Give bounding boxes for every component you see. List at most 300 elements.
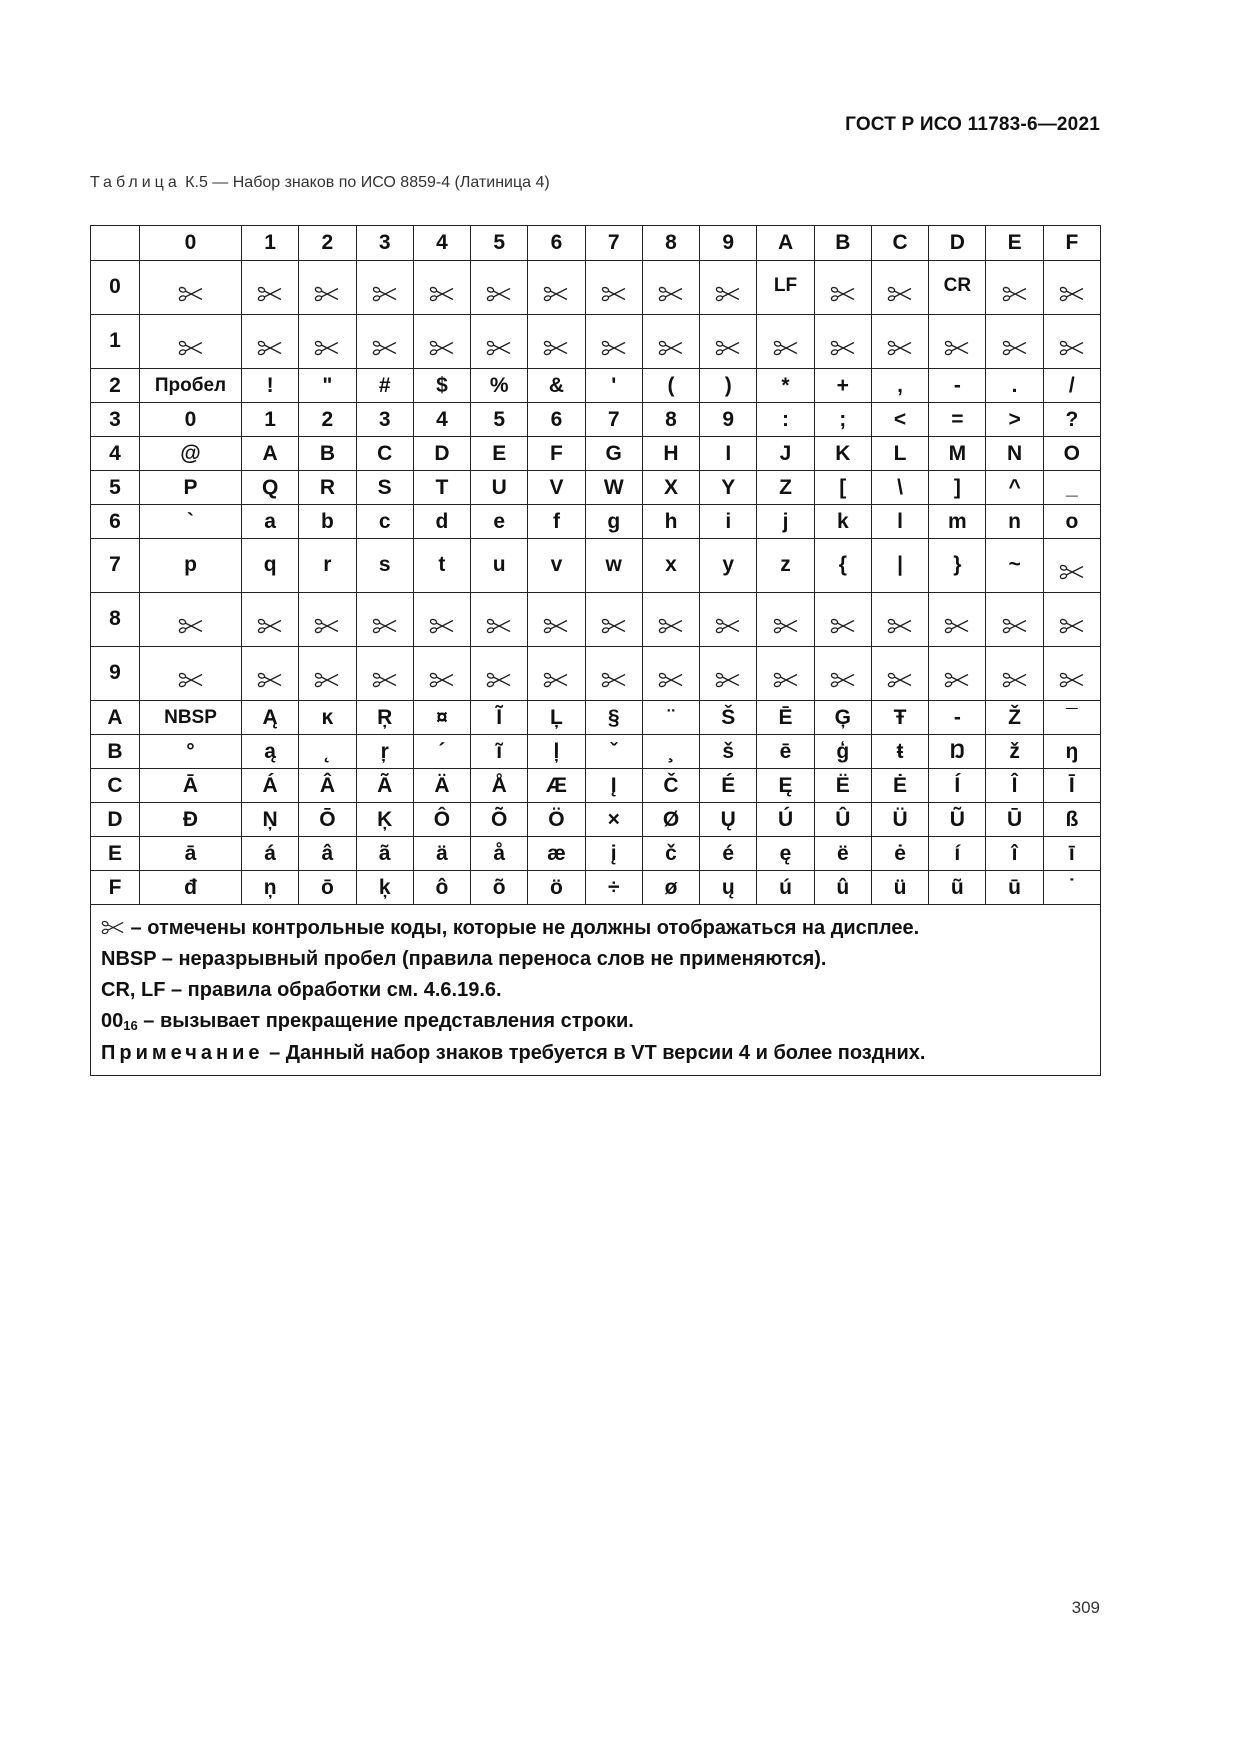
scissors-icon — [1059, 672, 1085, 688]
control-code-cell — [642, 261, 699, 315]
row-header: 7 — [91, 539, 140, 593]
row-header: 5 — [91, 471, 140, 505]
control-code-cell — [642, 593, 699, 647]
charset-table — [90, 225, 1101, 1076]
note-remark-label: Примечание — [101, 1042, 264, 1064]
char-cell: w — [585, 539, 642, 593]
scissors-icon — [887, 672, 913, 688]
header-row — [91, 226, 1101, 261]
char-cell: # — [356, 369, 413, 403]
row-header: 2 — [91, 369, 140, 403]
char-cell: I — [700, 437, 757, 471]
column-header: 4 — [413, 226, 470, 261]
control-code-cell — [700, 647, 757, 701]
char-cell: Ø — [642, 803, 699, 837]
control-code-cell — [585, 315, 642, 369]
char-cell: a — [242, 505, 299, 539]
char-cell: å — [471, 837, 528, 871]
note-remark-text: – Данный набор знаков требуется в VT версии 4 и более поздних. — [263, 1042, 926, 1064]
char-cell: r — [299, 539, 356, 593]
char-cell: X — [642, 471, 699, 505]
char-cell: Â — [299, 769, 356, 803]
column-header: 0 — [140, 226, 242, 261]
char-cell: Z — [757, 471, 814, 505]
row-header: 4 — [91, 437, 140, 471]
scissors-icon — [372, 672, 398, 688]
char-cell: K — [814, 437, 871, 471]
control-code-cell — [1043, 261, 1100, 315]
char-cell: s — [356, 539, 413, 593]
scissors-icon — [1059, 564, 1085, 580]
char-cell: ō — [299, 871, 356, 905]
row-header: 0 — [91, 261, 140, 315]
char-cell: O — [1043, 437, 1100, 471]
char-cell: É — [700, 769, 757, 803]
char-cell: x — [642, 539, 699, 593]
control-code-cell — [585, 261, 642, 315]
scissors-icon — [178, 340, 204, 356]
char-cell: - — [929, 701, 986, 735]
scissors-icon — [372, 618, 398, 634]
column-header: B — [814, 226, 871, 261]
char-cell: ] — [929, 471, 986, 505]
scissors-icon — [601, 672, 627, 688]
char-cell: ´ — [413, 735, 470, 769]
char-cell: ļ — [528, 735, 585, 769]
scissors-icon — [1059, 618, 1085, 634]
scissors-icon — [944, 672, 970, 688]
char-cell: ĩ — [471, 735, 528, 769]
scissors-icon — [314, 340, 340, 356]
char-cell: u — [471, 539, 528, 593]
corner-cell — [91, 226, 140, 261]
char-cell: ÷ — [585, 871, 642, 905]
control-code-cell — [986, 315, 1043, 369]
table-row — [91, 315, 1101, 369]
scissors-icon — [601, 618, 627, 634]
control-code-cell — [814, 593, 871, 647]
char-cell: Ü — [871, 803, 928, 837]
scissors-icon — [372, 286, 398, 302]
char-cell: Į — [585, 769, 642, 803]
char-cell: Ũ — [929, 803, 986, 837]
column-header: 6 — [528, 226, 585, 261]
control-code-cell — [140, 315, 242, 369]
caption-text: К.5 — Набор знаков по ИСО 8859-4 (Латиница 4) — [180, 174, 550, 191]
char-cell: ) — [700, 369, 757, 403]
char-cell: ^ — [986, 471, 1043, 505]
table-row — [91, 769, 1101, 803]
char-cell: n — [986, 505, 1043, 539]
scissors-icon — [658, 618, 684, 634]
char-cell: Ë — [814, 769, 871, 803]
char-cell: / — [1043, 369, 1100, 403]
table-row — [91, 593, 1101, 647]
scissors-icon — [830, 618, 856, 634]
char-cell: Ŋ — [929, 735, 986, 769]
char-cell: Ė — [871, 769, 928, 803]
table-row — [91, 437, 1101, 471]
char-cell: R — [299, 471, 356, 505]
char-cell: Š — [700, 701, 757, 735]
char-cell: é — [700, 837, 757, 871]
column-header: 5 — [471, 226, 528, 261]
note-nbsp: NBSP – неразрывный пробел (правила переноса слов не применяются). — [101, 948, 827, 970]
char-cell: ; — [814, 403, 871, 437]
control-code-cell — [871, 593, 928, 647]
char-cell: _ — [1043, 471, 1100, 505]
notes-row — [91, 905, 1101, 1076]
char-cell: ô — [413, 871, 470, 905]
scissors-icon — [314, 672, 340, 688]
column-header: E — [986, 226, 1043, 261]
char-cell: A — [242, 437, 299, 471]
char-cell: ` — [140, 505, 242, 539]
char-cell: Č — [642, 769, 699, 803]
scissors-icon — [257, 286, 283, 302]
char-cell: CR — [929, 261, 986, 315]
control-code-cell — [929, 647, 986, 701]
column-header: C — [871, 226, 928, 261]
control-code-cell — [814, 647, 871, 701]
char-cell: : — [757, 403, 814, 437]
control-code-cell — [299, 315, 356, 369]
char-cell: NBSP — [140, 701, 242, 735]
char-cell: B — [299, 437, 356, 471]
char-cell: } — [929, 539, 986, 593]
control-code-cell — [986, 647, 1043, 701]
char-cell: Ų — [700, 803, 757, 837]
scissors-icon — [1059, 340, 1085, 356]
scissors-icon — [429, 286, 455, 302]
char-cell: 7 — [585, 403, 642, 437]
char-cell: = — [929, 403, 986, 437]
control-code-cell — [242, 261, 299, 315]
char-cell: ' — [585, 369, 642, 403]
column-header: 1 — [242, 226, 299, 261]
table-row — [91, 647, 1101, 701]
column-header: A — [757, 226, 814, 261]
scissors-icon — [944, 340, 970, 356]
column-header: 9 — [700, 226, 757, 261]
table-row — [91, 539, 1101, 593]
char-cell: Õ — [471, 803, 528, 837]
char-cell: q — [242, 539, 299, 593]
char-cell: Ī — [1043, 769, 1100, 803]
scissors-icon — [601, 340, 627, 356]
note-null — [101, 1006, 1092, 1038]
char-cell: ŧ — [871, 735, 928, 769]
char-cell: Ū — [986, 803, 1043, 837]
scissors-icon — [1002, 286, 1028, 302]
char-cell: ņ — [242, 871, 299, 905]
scissors-icon — [429, 340, 455, 356]
char-cell: | — [871, 539, 928, 593]
char-cell: ~ — [986, 539, 1043, 593]
scissors-icon — [830, 286, 856, 302]
char-cell: Ą — [242, 701, 299, 735]
char-cell: k — [814, 505, 871, 539]
char-cell: f — [528, 505, 585, 539]
control-code-cell — [814, 315, 871, 369]
column-header: 2 — [299, 226, 356, 261]
char-cell: + — [814, 369, 871, 403]
char-cell: z — [757, 539, 814, 593]
note-crlf: CR, LF – правила обработки см. 4.6.19.6. — [101, 979, 502, 1001]
control-code-cell — [299, 593, 356, 647]
char-cell: ž — [986, 735, 1043, 769]
char-cell: ö — [528, 871, 585, 905]
char-cell: Ŗ — [356, 701, 413, 735]
char-cell: \ — [871, 471, 928, 505]
control-code-cell — [757, 315, 814, 369]
control-code-cell — [1043, 315, 1100, 369]
char-cell: đ — [140, 871, 242, 905]
row-header: 3 — [91, 403, 140, 437]
control-code-cell — [356, 261, 413, 315]
char-cell: - — [929, 369, 986, 403]
scissors-icon — [601, 286, 627, 302]
char-cell: Ņ — [242, 803, 299, 837]
control-code-cell — [471, 261, 528, 315]
scissors-icon — [543, 618, 569, 634]
char-cell: Á — [242, 769, 299, 803]
char-cell: ą — [242, 735, 299, 769]
char-cell: D — [413, 437, 470, 471]
control-code-cell — [700, 261, 757, 315]
char-cell: č — [642, 837, 699, 871]
column-header: D — [929, 226, 986, 261]
char-cell: â — [299, 837, 356, 871]
char-cell: @ — [140, 437, 242, 471]
scissors-icon — [887, 618, 913, 634]
table-row — [91, 471, 1101, 505]
char-cell: Y — [700, 471, 757, 505]
char-cell: F — [528, 437, 585, 471]
char-cell: ü — [871, 871, 928, 905]
row-header: 6 — [91, 505, 140, 539]
char-cell: ė — [871, 837, 928, 871]
char-cell: § — [585, 701, 642, 735]
char-cell: ĸ — [299, 701, 356, 735]
scissors-icon — [257, 340, 283, 356]
char-cell: 6 — [528, 403, 585, 437]
char-cell: y — [700, 539, 757, 593]
char-cell: U — [471, 471, 528, 505]
table-row — [91, 403, 1101, 437]
char-cell: Í — [929, 769, 986, 803]
control-code-cell — [642, 315, 699, 369]
char-cell: ī — [1043, 837, 1100, 871]
char-cell: , — [871, 369, 928, 403]
notes-cell — [91, 905, 1101, 1076]
scissors-icon — [1002, 618, 1028, 634]
control-code-cell — [986, 261, 1043, 315]
row-header: 1 — [91, 315, 140, 369]
char-cell: 4 — [413, 403, 470, 437]
char-cell: c — [356, 505, 413, 539]
char-cell: á — [242, 837, 299, 871]
control-code-cell — [871, 315, 928, 369]
control-code-cell — [986, 593, 1043, 647]
control-code-cell — [700, 593, 757, 647]
control-code-cell — [528, 261, 585, 315]
char-cell: Ĩ — [471, 701, 528, 735]
control-code-cell — [757, 647, 814, 701]
scissors-icon — [101, 920, 125, 935]
char-cell: Ž — [986, 701, 1043, 735]
char-cell: ģ — [814, 735, 871, 769]
char-cell: ū — [986, 871, 1043, 905]
char-cell: 3 — [356, 403, 413, 437]
table-row — [91, 261, 1101, 315]
scissors-icon — [773, 340, 799, 356]
char-cell: p — [140, 539, 242, 593]
scissors-icon — [887, 340, 913, 356]
row-header: D — [91, 803, 140, 837]
char-cell: ¨ — [642, 701, 699, 735]
control-code-cell — [140, 647, 242, 701]
char-cell: d — [413, 505, 470, 539]
scissors-icon — [257, 672, 283, 688]
char-cell: 1 — [242, 403, 299, 437]
control-code-cell — [242, 315, 299, 369]
char-cell: Å — [471, 769, 528, 803]
page-number: 309 — [1071, 1598, 1100, 1617]
char-cell: û — [814, 871, 871, 905]
char-cell: i — [700, 505, 757, 539]
char-cell: ã — [356, 837, 413, 871]
scissors-icon — [887, 286, 913, 302]
char-cell: { — [814, 539, 871, 593]
char-cell: 2 — [299, 403, 356, 437]
scissors-icon — [543, 286, 569, 302]
control-code-cell — [413, 647, 470, 701]
note-control-codes — [101, 913, 1092, 944]
row-header: C — [91, 769, 140, 803]
char-cell: ¸ — [642, 735, 699, 769]
char-cell: > — [986, 403, 1043, 437]
char-cell: ¯ — [1043, 701, 1100, 735]
scissors-icon — [178, 286, 204, 302]
char-cell: [ — [814, 471, 871, 505]
char-cell: Đ — [140, 803, 242, 837]
char-cell: $ — [413, 369, 470, 403]
char-cell: 9 — [700, 403, 757, 437]
char-cell: Û — [814, 803, 871, 837]
scissors-icon — [486, 618, 512, 634]
scissors-icon — [715, 618, 741, 634]
char-cell: š — [700, 735, 757, 769]
scissors-icon — [486, 286, 512, 302]
char-cell: ä — [413, 837, 470, 871]
control-code-cell — [242, 647, 299, 701]
scissors-icon — [715, 286, 741, 302]
char-cell: ā — [140, 837, 242, 871]
char-cell: Î — [986, 769, 1043, 803]
column-header: 7 — [585, 226, 642, 261]
char-cell: h — [642, 505, 699, 539]
scissors-icon — [944, 618, 970, 634]
scissors-icon — [715, 340, 741, 356]
char-cell: Ã — [356, 769, 413, 803]
char-cell: ë — [814, 837, 871, 871]
char-cell: t — [413, 539, 470, 593]
scissors-icon — [830, 340, 856, 356]
char-cell: m — [929, 505, 986, 539]
char-cell: o — [1043, 505, 1100, 539]
char-cell: l — [871, 505, 928, 539]
control-code-cell — [471, 315, 528, 369]
char-cell: Ē — [757, 701, 814, 735]
char-cell: 0 — [140, 403, 242, 437]
char-cell: Ģ — [814, 701, 871, 735]
char-cell: î — [986, 837, 1043, 871]
control-code-cell — [871, 261, 928, 315]
scissors-icon — [314, 618, 340, 634]
char-cell: Æ — [528, 769, 585, 803]
control-code-cell — [929, 315, 986, 369]
control-code-cell — [299, 261, 356, 315]
char-cell: J — [757, 437, 814, 471]
scissors-icon — [715, 672, 741, 688]
scissors-icon — [658, 286, 684, 302]
char-cell: < — [871, 403, 928, 437]
char-cell: ˇ — [585, 735, 642, 769]
scissors-icon — [1002, 672, 1028, 688]
char-cell: * — [757, 369, 814, 403]
char-cell: V — [528, 471, 585, 505]
control-code-cell — [757, 593, 814, 647]
note-control-text: – отмечены контрольные коды, которые не должны отображаться на дисплее. — [125, 917, 920, 939]
char-cell: & — [528, 369, 585, 403]
control-code-cell — [585, 593, 642, 647]
control-code-cell — [413, 315, 470, 369]
char-cell: ˛ — [299, 735, 356, 769]
char-cell: H — [642, 437, 699, 471]
column-header: 8 — [642, 226, 699, 261]
control-code-cell — [814, 261, 871, 315]
char-cell: ø — [642, 871, 699, 905]
scissors-icon — [178, 618, 204, 634]
char-cell: e — [471, 505, 528, 539]
char-cell: Ŧ — [871, 701, 928, 735]
char-cell: L — [871, 437, 928, 471]
table-row — [91, 837, 1101, 871]
char-cell: ŋ — [1043, 735, 1100, 769]
char-cell: S — [356, 471, 413, 505]
scissors-icon — [372, 340, 398, 356]
char-cell: ú — [757, 871, 814, 905]
table-row — [91, 803, 1101, 837]
row-header: A — [91, 701, 140, 735]
char-cell: ę — [757, 837, 814, 871]
char-cell: 8 — [642, 403, 699, 437]
table-caption — [90, 174, 550, 192]
char-cell: G — [585, 437, 642, 471]
char-cell: 5 — [471, 403, 528, 437]
control-code-cell — [1043, 539, 1100, 593]
row-header: E — [91, 837, 140, 871]
char-cell: C — [356, 437, 413, 471]
control-code-cell — [356, 315, 413, 369]
char-cell: æ — [528, 837, 585, 871]
control-code-cell — [299, 647, 356, 701]
control-code-cell — [528, 647, 585, 701]
char-cell: Q — [242, 471, 299, 505]
row-header: 8 — [91, 593, 140, 647]
char-cell: Ļ — [528, 701, 585, 735]
